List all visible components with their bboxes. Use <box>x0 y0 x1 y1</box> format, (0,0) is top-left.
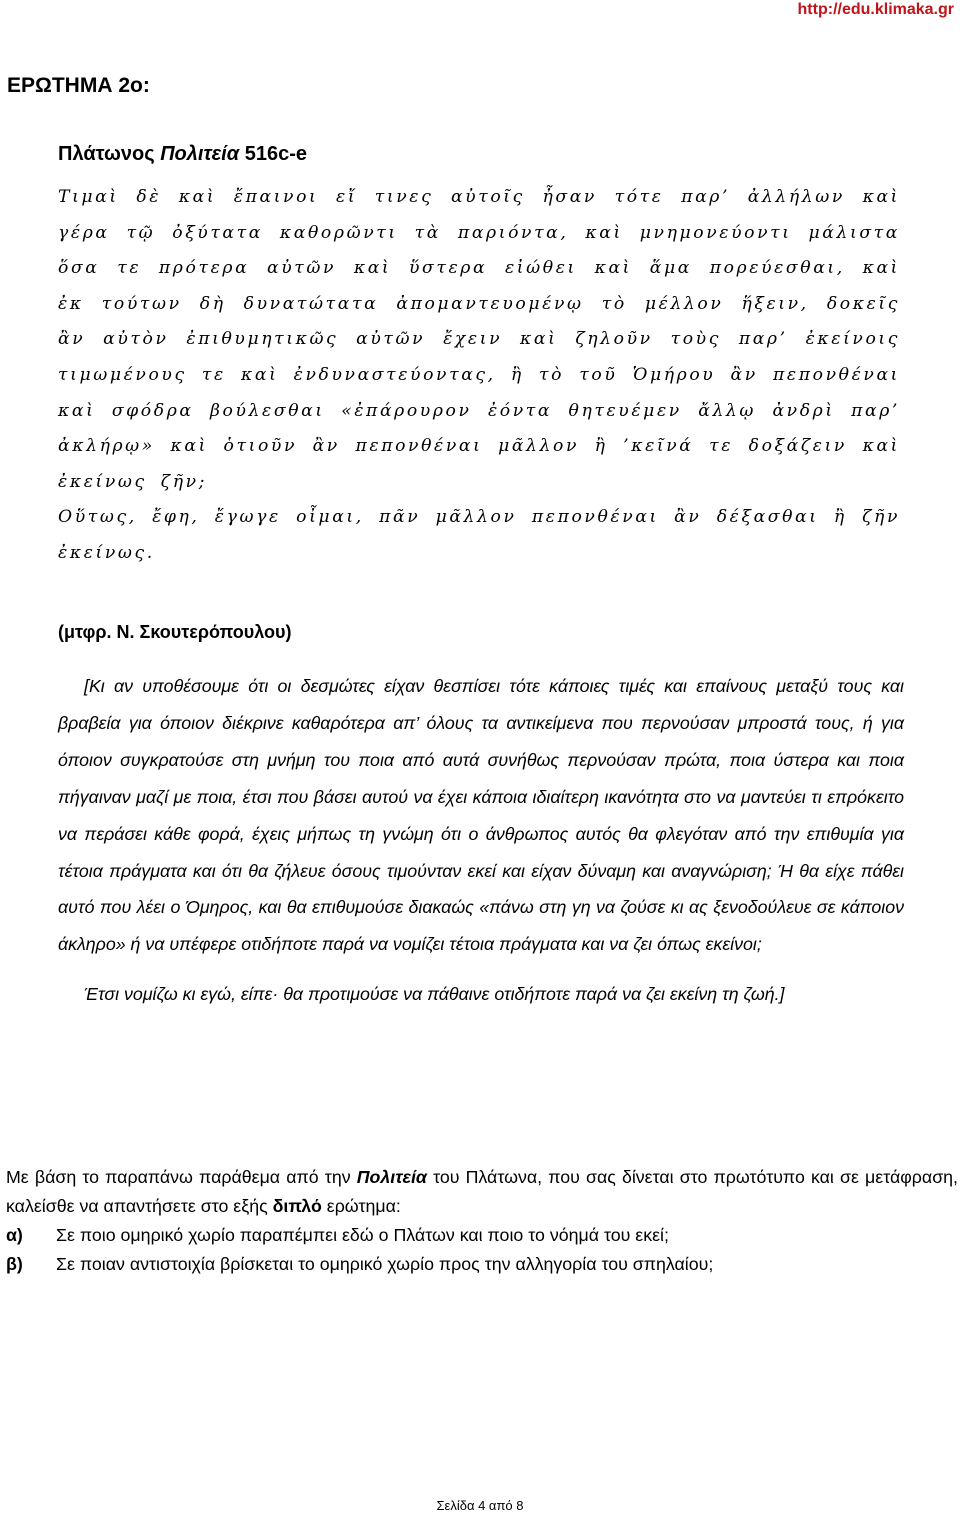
question-item-a <box>6 1221 958 1250</box>
question-intro <box>6 1163 958 1221</box>
question-intro-text: του Πλάτωνα, που σας δίνεται στο πρωτότυπο και σε μετάφραση, καλείσθε να απαντήσετε στο εξής <box>6 1167 958 1216</box>
page-number: Σελίδα 4 από 8 <box>436 1498 524 1513</box>
question-intro-text: Με βάση το παραπάνω παράθεμα από την <box>6 1167 357 1187</box>
source-work: Πολιτεία <box>160 143 240 165</box>
source-title <box>58 143 307 166</box>
question-intro-work: Πολιτεία <box>356 1167 427 1187</box>
question-item-b <box>6 1250 958 1279</box>
question-item-text: Σε ποιο ομηρικό χωρίο παραπέμπει εδώ ο Πλάτων και ποιο το νόημά του εκεί; <box>56 1225 669 1245</box>
translation-paragraph: Έτσι νομίζω κι εγώ, είπε· θα προτιμούσε να πάθαινε οτιδήποτε παρά να ζει εκείνη τη ζωή.] <box>84 984 785 1005</box>
greek-original-text <box>58 180 900 572</box>
question-item-text: Σε ποιαν αντιστοιχία βρίσκεται το ομηρικό χωρίο προς την αλληγορία του σπηλαίου; <box>56 1254 714 1274</box>
question-heading: ΕΡΩΤΗΜΑ 2ο: <box>7 74 150 97</box>
question-item-label: α) <box>6 1225 23 1245</box>
translator-note: (μτφρ. Ν. Σκουτερόπουλου) <box>58 622 292 642</box>
greek-paragraph: Οὕτως, ἔφη, ἔγωγε οἶμαι, πᾶν μᾶλλον πεπονθέναι ἂν δέξασθαι ἢ ζῆν ἐκείνως. <box>58 507 900 563</box>
question-block <box>6 1163 958 1279</box>
source-passage: 516c-e <box>244 143 307 165</box>
translation-paragraph: [Κι αν υποθέσουμε ότι οι δεσμώτες είχαν θεσπίσει τότε κάποιες τιμές και επαίνους μεταξύ τους και βραβεία για όποιον διέκρινε καθαρότερα απ’ όλους τα αντικείμενα που περνούσαν μπροστά τους, ή για όποιον συγκρατούσε στη μνήμη του ποια από αυτά συνήθως περνούσαν πρώτα, ποια ύστερα και ποια πήγαιναν μαζί με ποια, έτσι που βάσει αυτού να έχει κάποια ιδιαίτερη ικανότητα στο να μαντεύει τι επρόκειτο να περάσει κάθε φορά, έχεις μήπως τη γνώμη ότι ο άνθρωπος αυτός θα φλεγόταν από την επιθυμία για τέτοια πράγματα και ότι θα ζήλευε όσους τιμούνταν εκεί και είχαν δύναμη και αναγνώριση; Ή θα είχε πάθει αυτό που λέει ο Όμηρος, και θα επιθυμούσε διακαώς «πάνω στη γη να ζούσε κι ας ξενοδούλευε σε κάποιον άκληρο» ή να υπέφερε οτιδήποτε παρά να νομίζει τέτοια πράγματα και να ζει όπως εκείνοι; <box>58 676 904 955</box>
question-intro-text: ερώτημα: <box>321 1196 401 1216</box>
question-item-label: β) <box>6 1254 23 1274</box>
modern-greek-translation <box>58 668 904 1013</box>
greek-paragraph: Τιμαὶ δὲ καὶ ἔπαινοι εἴ τινες αὐτοῖς ἦσαν τότε παρ’ ἀλλήλων καὶ γέρα τῷ ὀξύτατα καθορῶντι τὰ παριόντα, καὶ μνημονεύοντι μάλιστα ὅσα τε πρότερα αὐτῶν καὶ ὕστερα εἰώθει καὶ ἅμα πορεύεσθαι, καὶ ἐκ τούτων δὴ δυνατώτατα ἀπομαντευομένῳ τὸ μέλλον ἥξειν, δοκεῖς ἂν αὐτὸν ἐπιθυμητικῶς αὐτῶν ἔχειν καὶ ζηλοῦν τοὺς παρ’ ἐκείνοις τιμωμένους τε καὶ ἐνδυναστεύοντας, ἢ τὸ τοῦ Ὁμήρου ἂν πεπονθέναι καὶ σφόδρα βούλεσθαι «ἐπάρουρον ἐόντα θητευέμεν ἄλλῳ ἀνδρὶ παρ’ ἀκλήρῳ» καὶ ὁτιοῦν ἂν πεπονθέναι μᾶλλον ἢ ’κεῖνά τε δοξάζειν καὶ ἐκείνως ζῆν; <box>58 187 900 492</box>
site-url-link[interactable]: http://edu.klimaka.gr <box>797 1 954 18</box>
source-author: Πλάτωνος <box>58 143 155 165</box>
question-intro-emphasis: διπλό <box>272 1196 322 1216</box>
